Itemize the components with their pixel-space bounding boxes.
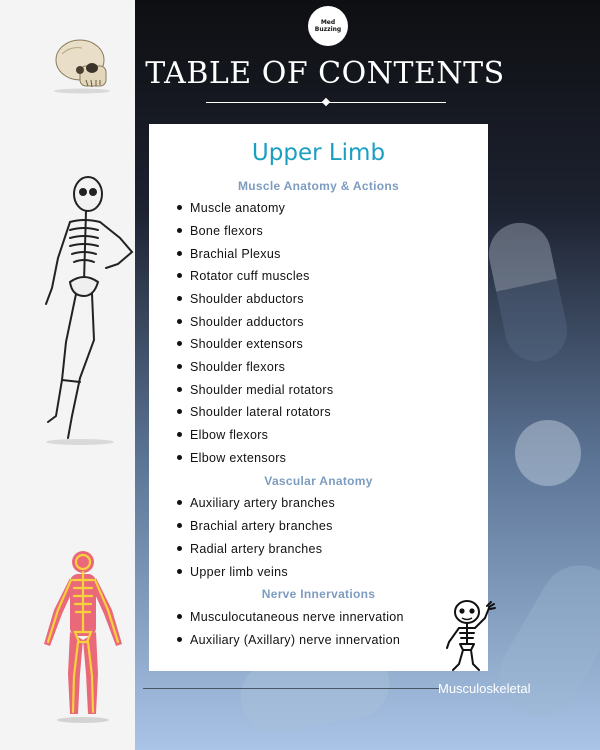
title-divider-diamond-icon	[322, 98, 330, 106]
bg-round-tablet	[515, 420, 581, 486]
contents-card	[149, 124, 488, 671]
brand-logo-text: Med Buzzing	[314, 19, 342, 33]
list-item[interactable]	[177, 269, 467, 283]
bullet-icon	[177, 637, 182, 642]
footer-label: Musculoskeletal	[438, 681, 531, 696]
bullet-icon	[177, 296, 182, 301]
bullet-icon	[177, 409, 182, 414]
brand-logo	[308, 6, 348, 46]
list-item[interactable]	[177, 451, 467, 465]
left-illustration-strip	[0, 0, 135, 750]
list-item-label: Shoulder abductors	[190, 292, 304, 306]
footer-divider	[143, 688, 439, 689]
skull-icon	[50, 36, 114, 94]
list-item[interactable]	[177, 542, 467, 556]
skeleton-illustration-icon	[36, 172, 136, 448]
list-item-label: Auxiliary artery branches	[190, 496, 336, 510]
list-item[interactable]	[177, 519, 467, 533]
list-item[interactable]	[177, 292, 467, 306]
bullet-icon	[177, 341, 182, 346]
section-heading-nerve-innervations: Nerve Innervations	[261, 587, 376, 601]
list-item[interactable]	[177, 337, 467, 351]
page-title: TABLE OF CONTENTS	[145, 56, 505, 91]
list-item-label: Musculocutaneous nerve innervation	[190, 610, 404, 624]
bullet-icon	[177, 523, 182, 528]
list-item-label: Shoulder lateral rotators	[190, 405, 331, 419]
list-item[interactable]	[177, 565, 467, 579]
bullet-icon	[177, 273, 182, 278]
list-item-label: Shoulder flexors	[190, 360, 286, 374]
section-heading-muscle-anatomy: Muscle Anatomy & Actions	[237, 179, 399, 193]
list-item[interactable]	[177, 610, 467, 624]
list-item[interactable]	[177, 247, 467, 261]
bg-capsule-pill	[483, 217, 573, 367]
bullet-icon	[177, 614, 182, 619]
list-item-label: Rotator cuff muscles	[190, 269, 310, 283]
bullet-icon	[177, 205, 182, 210]
list-item[interactable]	[177, 383, 467, 397]
list-item-label: Radial artery branches	[190, 542, 323, 556]
list-item[interactable]	[177, 428, 467, 442]
list-item[interactable]	[177, 224, 467, 238]
bullet-icon	[177, 569, 182, 574]
bullet-icon	[177, 500, 182, 505]
list-item-label: Upper limb veins	[190, 565, 288, 579]
list-item-label: Brachial artery branches	[190, 519, 333, 533]
list-item-label: Shoulder adductors	[190, 315, 304, 329]
bullet-icon	[177, 364, 182, 369]
list-item-label: Bone flexors	[190, 224, 264, 238]
list-item-label: Muscle anatomy	[190, 201, 286, 215]
bullet-icon	[177, 455, 182, 460]
bullet-icon	[177, 228, 182, 233]
list-item[interactable]	[177, 315, 467, 329]
bullet-icon	[177, 546, 182, 551]
body-skeleton-overlay-icon	[40, 548, 126, 724]
list-item[interactable]	[177, 405, 467, 419]
section-heading-vascular-anatomy: Vascular Anatomy	[264, 474, 373, 488]
list-item[interactable]	[177, 633, 467, 647]
bullet-icon	[177, 319, 182, 324]
list-item[interactable]	[177, 201, 467, 215]
list-item-label: Auxiliary (Axillary) nerve innervation	[190, 633, 401, 647]
bullet-icon	[177, 432, 182, 437]
list-item-label: Shoulder extensors	[190, 337, 304, 351]
list-item-label: Brachial Plexus	[190, 247, 281, 261]
bullet-icon	[177, 387, 182, 392]
list-item[interactable]	[177, 496, 467, 510]
cartoon-skeleton-waving-icon	[441, 598, 503, 674]
card-title: Upper Limb	[251, 140, 386, 166]
list-item-label: Elbow flexors	[190, 428, 269, 442]
list-item[interactable]	[177, 360, 467, 374]
list-item-label: Elbow extensors	[190, 451, 287, 465]
list-item-label: Shoulder medial rotators	[190, 383, 334, 397]
bullet-icon	[177, 251, 182, 256]
